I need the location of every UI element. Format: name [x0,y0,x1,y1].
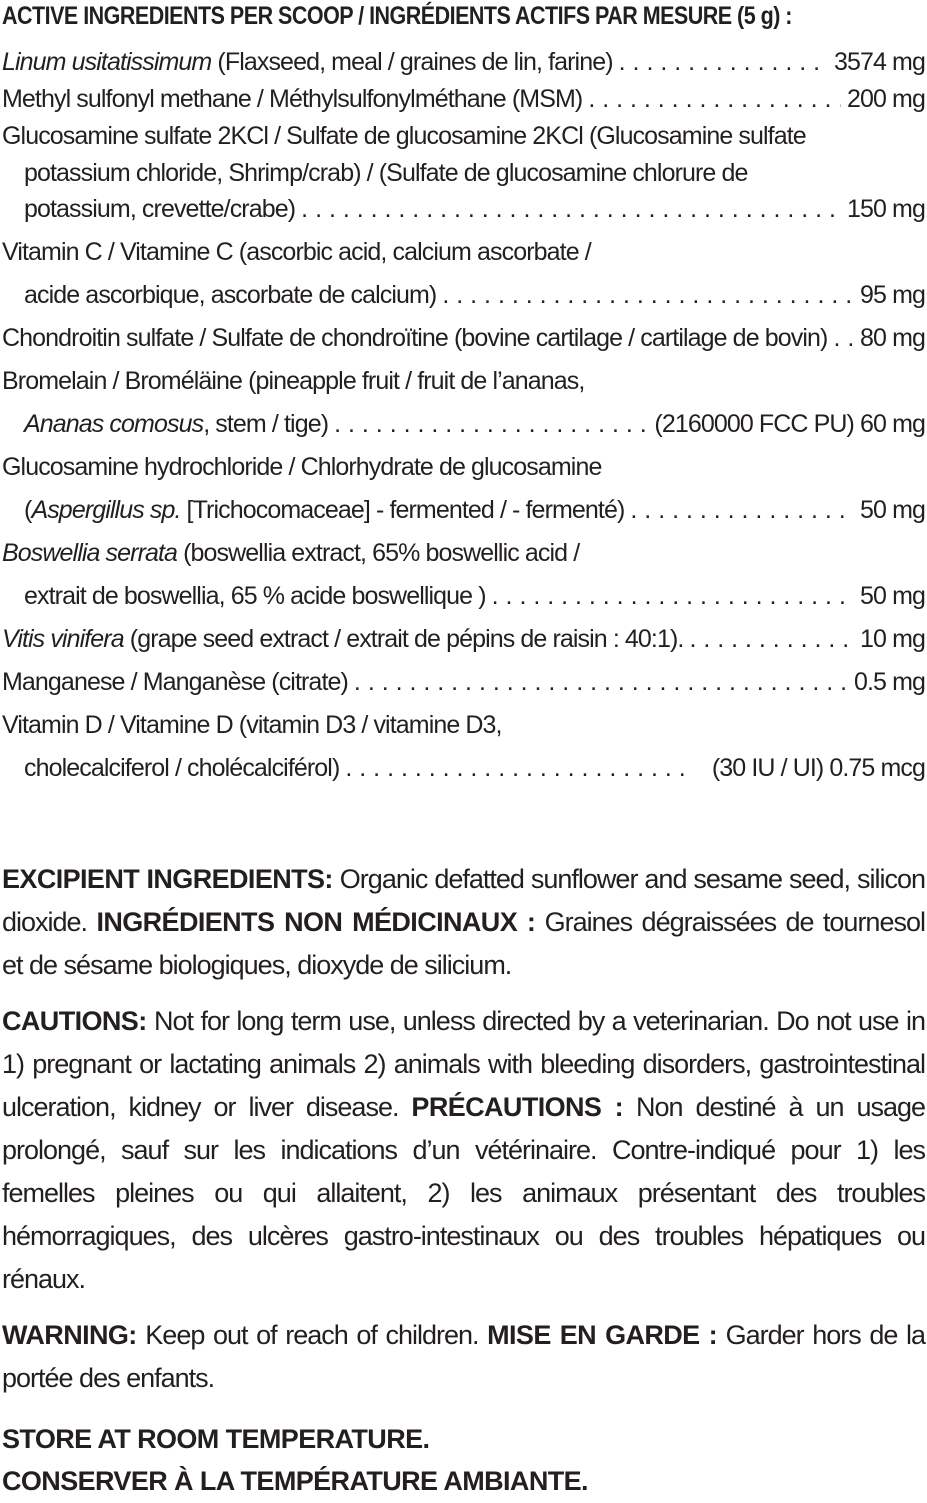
ingredient-glucosamine-hcl [2,492,925,535]
ingredient-text: Vitamin C / Vitamine C (ascorbic acid, calcium ascorbate / [2,238,591,266]
dot-leader [334,406,648,443]
dot-leader [442,277,854,314]
ingredient-latin-name: Ananas comosus [24,410,204,438]
active-ingredients-heading: ACTIVE INGREDIENTS PER SCOOP / INGRÉDIENTS ACTIFS PAR MESURE (5 g) : [2,2,792,30]
ingredient-text: Manganese / Manganèse (citrate) [2,668,348,696]
ingredient-latin-name: Vitis vinifera [2,625,124,653]
ingredient-amount: (30 IU / UI) 0.75 mcg [711,754,925,782]
warning-paragraph [2,1314,925,1400]
dot-leader [345,750,693,787]
cautions-text-fr: Non destiné à un usage prolongé, sauf sur les indications d’un vétérinaire. Contre-indiqué pour 1) les femelles pleines ou qui allaitent, 2) les animaux présentant des troubles hémorragiques, des ulcères gastro-intestinaux ou des troubles hépatiques ou rénaux. [2,1092,926,1294]
ingredient-amount: (2160000 FCC PU) 60 mg [654,410,925,438]
storage-line-en: STORE AT ROOM TEMPERATURE. [2,1424,430,1454]
ingredient-manganese [2,664,925,707]
warning-label-en: WARNING: [2,1320,137,1350]
ingredient-grape-seed [2,621,925,664]
ingredient-text: potassium chloride, Shrimp/crab) / (Sulfate de glucosamine chlorure de [24,159,748,187]
ingredient-text: Glucosamine hydrochloride / Chlorhydrate de glucosamine [2,453,602,481]
ingredient-text: (boswellia extract, 65% boswellic acid / [177,539,580,567]
excipient-paragraph [2,858,925,987]
cautions-label-fr: PRÉCAUTIONS : [411,1092,624,1122]
ingredient-latin-name: Boswellia serrata [2,539,178,567]
dot-leader [630,492,854,529]
ingredient-text: Glucosamine sulfate 2KCl / Sulfate de glucosamine 2KCl (Glucosamine sulfate [2,122,806,150]
ingredient-glucosamine-sulfate [2,191,925,234]
ingredient-text: extrait de boswellia, 65 % acide boswellique ) [24,582,486,610]
ingredient-text: Vitamin D / Vitamine D (vitamin D3 / vitamine D3, [2,711,502,739]
excipient-text-fr: Graines dégraissées de tournesol et de sésame biologiques, dioxyde de silicium. [2,907,925,980]
ingredient-flaxseed [2,44,925,81]
ingredient-latin-name: Linum usitatissimum [2,48,212,76]
warning-text-en: Keep out of reach of children. [136,1320,488,1350]
ingredient-text: potassium, crevette/crabe) [24,195,296,223]
ingredient-amount: 50 mg [860,582,925,610]
cautions-label-en: CAUTIONS: [2,1006,147,1036]
ingredient-text: cholecalciferol / cholécalciférol) [24,754,340,782]
ingredient-text: Chondroitin sulfate / Sulfate de chondroïtine (bovine cartilage / cartilage de bovin) [2,324,828,352]
excipient-label-fr: INGRÉDIENTS NON MÉDICINAUX : [96,907,536,937]
ingredient-amount: 150 mg [847,195,925,223]
ingredient-text: acide ascorbique, ascorbate de calcium) [24,281,437,309]
ingredient-glucosamine-sulfate-line1 [2,118,925,155]
ingredient-bromelain-line1 [2,363,925,406]
dot-leader [833,320,854,357]
dot-leader [354,664,848,701]
dot-leader [689,621,854,658]
cautions-paragraph [2,1000,925,1301]
ingredient-vitamin-c [2,277,925,320]
ingredient-bromelain [2,406,925,449]
dot-leader [619,44,828,81]
dot-leader [492,578,854,615]
ingredient-amount: 10 mg [860,625,925,653]
ingredient-vitamin-c-line1 [2,234,925,277]
ingredient-text: [Trichocomaceae] - fermented / - fermenté) [180,496,625,524]
ingredient-latin-name: Aspergillus sp. [31,496,181,524]
warning-label-fr: MISE EN GARDE : [487,1320,717,1350]
ingredient-text: , stem / tige) [203,410,329,438]
dot-leader [588,81,841,118]
ingredient-text: Bromelain / Broméläine (pineapple fruit / fruit de l’ananas, [2,367,585,395]
ingredient-text: (Flaxseed, meal / graines de lin, farine) [211,48,613,76]
ingredient-amount: 80 mg [860,324,925,352]
ingredient-list [2,44,925,793]
dot-leader [301,191,841,228]
ingredient-amount: 0.5 mg [853,668,925,696]
ingredient-glucosamine-sulfate-line2 [2,155,925,191]
ingredient-text: (grape seed extract / extrait de pépins de raisin : 40:1). [123,625,684,653]
ingredient-chondroitin [2,320,925,363]
ingredient-vitamin-d [2,750,925,793]
warning-text-fr: Garder hors de la portée des enfants. [2,1320,925,1393]
ingredient-text: Methyl sulfonyl methane / Méthylsulfonylméthane (MSM) [2,85,583,113]
cautions-text-en: Not for long term use, unless directed by a veterinarian. Do not use in 1) pregnant or lactating animals 2) animals with bleeding disorders, gastrointestinal ulceration, kidney or liver disease. [2,1006,925,1122]
ingredient-amount: 50 mg [860,496,925,524]
ingredient-amount: 95 mg [860,281,925,309]
ingredient-msm [2,81,925,118]
ingredient-amount: 3574 mg [834,48,925,76]
excipient-text-en: Organic defatted sunflower and sesame seed, silicon dioxide. [2,864,926,937]
storage-line-fr: CONSERVER À LA TEMPÉRATURE AMBIANTE. [2,1466,588,1496]
ingredient-text: ( [24,496,32,524]
excipient-label-en: EXCIPIENT INGREDIENTS: [2,864,333,894]
ingredient-glucosamine-hcl-line1 [2,449,925,492]
ingredient-boswellia [2,578,925,621]
ingredient-amount: 200 mg [847,85,925,113]
ingredient-vitamin-d-line1 [2,707,925,750]
ingredient-boswellia-line1 [2,535,925,578]
